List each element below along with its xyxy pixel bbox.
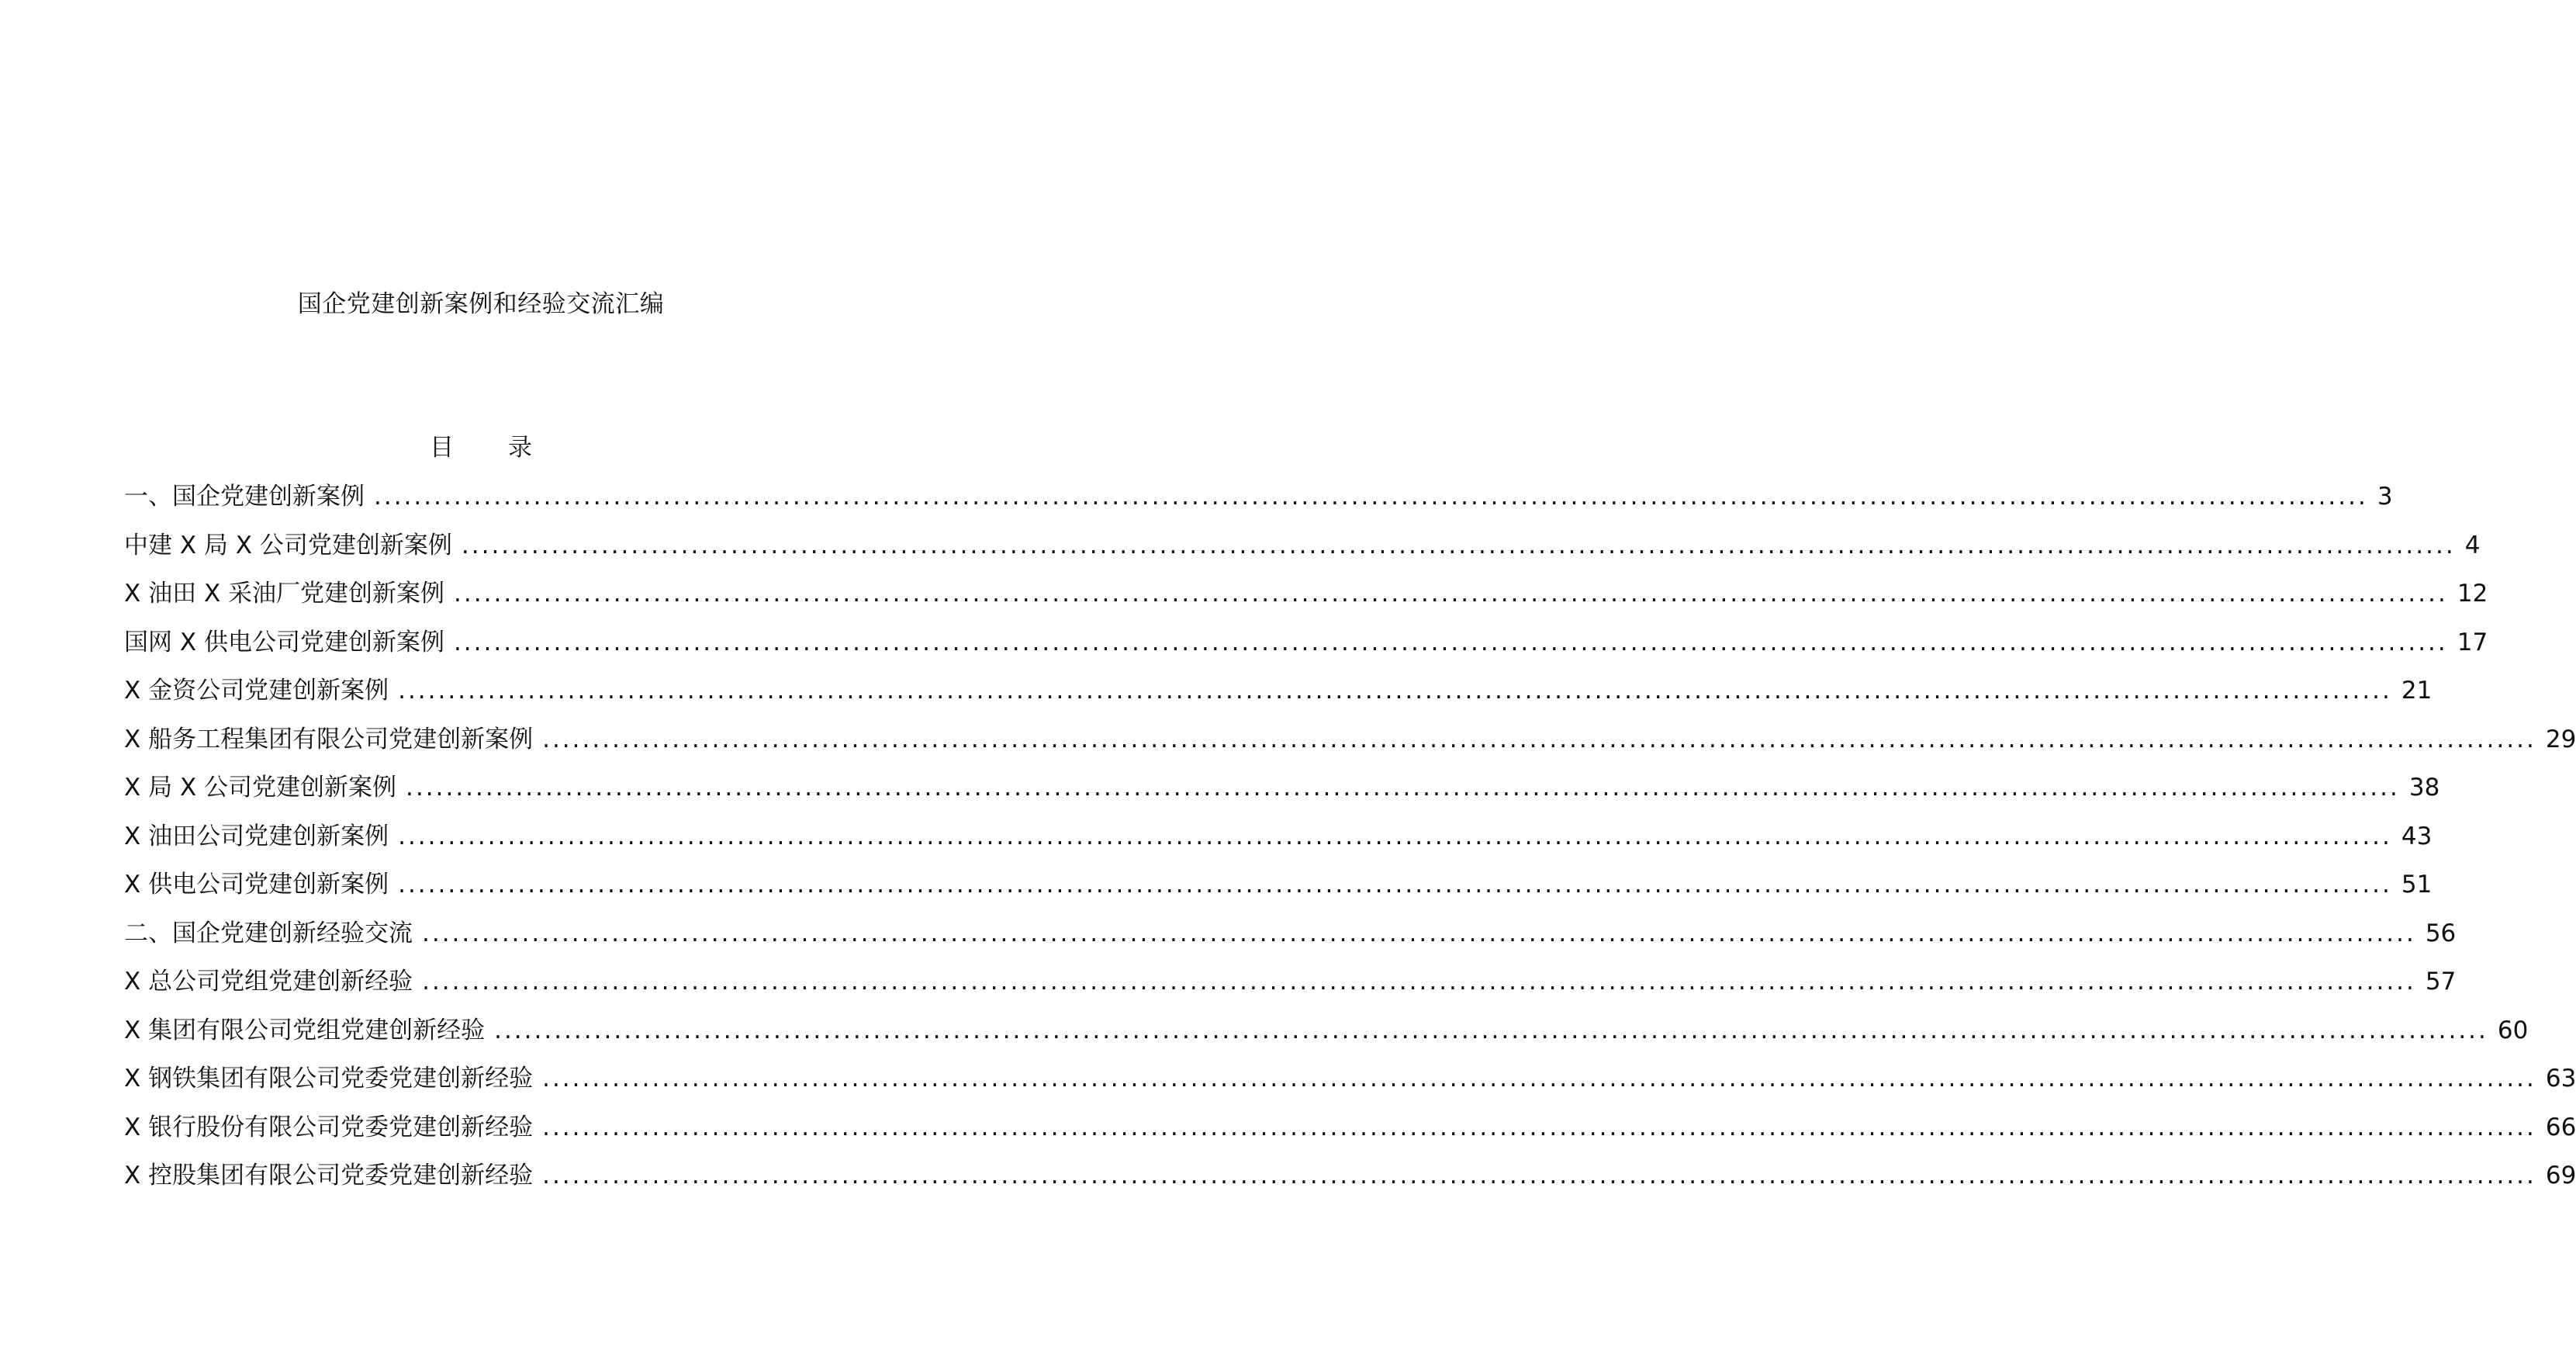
toc-entry-page: 63 <box>2545 1065 2576 1093</box>
toc-entry-page: 51 <box>2401 871 2433 899</box>
toc-entry[interactable] <box>124 772 2440 821</box>
toc-dot-leader: ........................................................................................................................................................................................................ <box>542 1065 2536 1093</box>
toc-entry-page: 38 <box>2408 774 2440 802</box>
toc-dot-leader: ........................................................................................................................................................................................................ <box>398 822 2392 850</box>
toc-entry-label: X 供电公司党建创新案例 <box>124 871 389 899</box>
toc-entry-label: X 钢铁集团有限公司党委党建创新经验 <box>124 1065 534 1093</box>
toc-dot-leader: ........................................................................................................................................................................................................ <box>398 871 2392 899</box>
toc-entry-label: X 船务工程集团有限公司党建创新案例 <box>124 725 534 753</box>
toc-list <box>124 481 2576 1209</box>
toc-entry[interactable] <box>124 1112 2576 1161</box>
toc-entry-label: 二、国企党建创新经验交流 <box>124 919 413 947</box>
toc-entry-label: X 控股集团有限公司党委党建创新经验 <box>124 1162 534 1190</box>
document-title: 国企党建创新案例和经验交流汇编 <box>297 290 665 318</box>
toc-heading-part1: 目 <box>430 434 454 462</box>
toc-entry-label: 一、国企党建创新案例 <box>124 483 365 511</box>
toc-entry-page: 12 <box>2457 580 2488 608</box>
toc-dot-leader: ........................................................................................................................................................................................................ <box>454 580 2448 608</box>
toc-entry-page: 29 <box>2545 725 2576 753</box>
toc-dot-leader: ........................................................................................................................................................................................................ <box>542 1113 2536 1141</box>
toc-dot-leader: ........................................................................................................................................................................................................ <box>422 968 2416 996</box>
toc-entry-label: X 局 X 公司党建创新案例 <box>124 774 397 802</box>
toc-entry-label: 国网 X 供电公司党建创新案例 <box>124 628 444 656</box>
toc-entry[interactable] <box>124 1160 2576 1209</box>
toc-dot-leader: ........................................................................................................................................................................................................ <box>542 725 2536 753</box>
toc-entry[interactable] <box>124 627 2488 676</box>
toc-entry-page: 57 <box>2425 968 2457 996</box>
toc-entry-page: 56 <box>2425 919 2457 947</box>
toc-entry[interactable] <box>124 675 2433 724</box>
toc-entry-page: 4 <box>2464 531 2481 559</box>
toc-entry-page: 66 <box>2545 1113 2576 1141</box>
toc-entry-page: 3 <box>2377 483 2393 511</box>
toc-dot-leader: ........................................................................................................................................................................................................ <box>494 1016 2488 1044</box>
toc-heading-part2: 录 <box>508 434 532 462</box>
toc-entry[interactable] <box>124 1063 2576 1112</box>
toc-entry-page: 17 <box>2457 628 2488 656</box>
toc-entry-page: 21 <box>2401 677 2433 705</box>
toc-heading <box>0 432 962 463</box>
toc-entry-label: X 金资公司党建创新案例 <box>124 677 389 705</box>
toc-entry[interactable] <box>124 1015 2529 1064</box>
toc-dot-leader: ........................................................................................................................................................................................................ <box>374 483 2368 511</box>
toc-entry[interactable] <box>124 724 2576 773</box>
toc-dot-leader: ........................................................................................................................................................................................................ <box>422 919 2416 947</box>
toc-entry-label: X 集团有限公司党组党建创新经验 <box>124 1016 486 1044</box>
toc-entry-label: X 总公司党组党建创新经验 <box>124 968 413 996</box>
toc-entry-label: 中建 X 局 X 公司党建创新案例 <box>124 531 452 559</box>
toc-dot-leader: ........................................................................................................................................................................................................ <box>461 531 2456 559</box>
toc-dot-leader: ........................................................................................................................................................................................................ <box>398 677 2392 705</box>
toc-entry[interactable] <box>124 869 2433 918</box>
toc-entry-label: X 油田公司党建创新案例 <box>124 822 389 850</box>
toc-entry[interactable] <box>124 530 2481 579</box>
toc-entry-label: X 银行股份有限公司党委党建创新经验 <box>124 1113 534 1141</box>
toc-dot-leader: ........................................................................................................................................................................................................ <box>406 774 2400 802</box>
toc-dot-leader: ........................................................................................................................................................................................................ <box>542 1162 2536 1190</box>
toc-entry[interactable] <box>124 966 2457 1015</box>
toc-entry[interactable] <box>124 481 2393 530</box>
toc-entry-label: X 油田 X 采油厂党建创新案例 <box>124 580 445 608</box>
toc-entry[interactable] <box>124 918 2457 967</box>
toc-entry[interactable] <box>124 578 2488 627</box>
toc-dot-leader: ........................................................................................................................................................................................................ <box>453 628 2448 656</box>
toc-entry-page: 60 <box>2497 1016 2529 1044</box>
toc-entry-page: 69 <box>2545 1162 2576 1190</box>
toc-entry-page: 43 <box>2401 822 2433 850</box>
toc-entry[interactable] <box>124 821 2433 870</box>
